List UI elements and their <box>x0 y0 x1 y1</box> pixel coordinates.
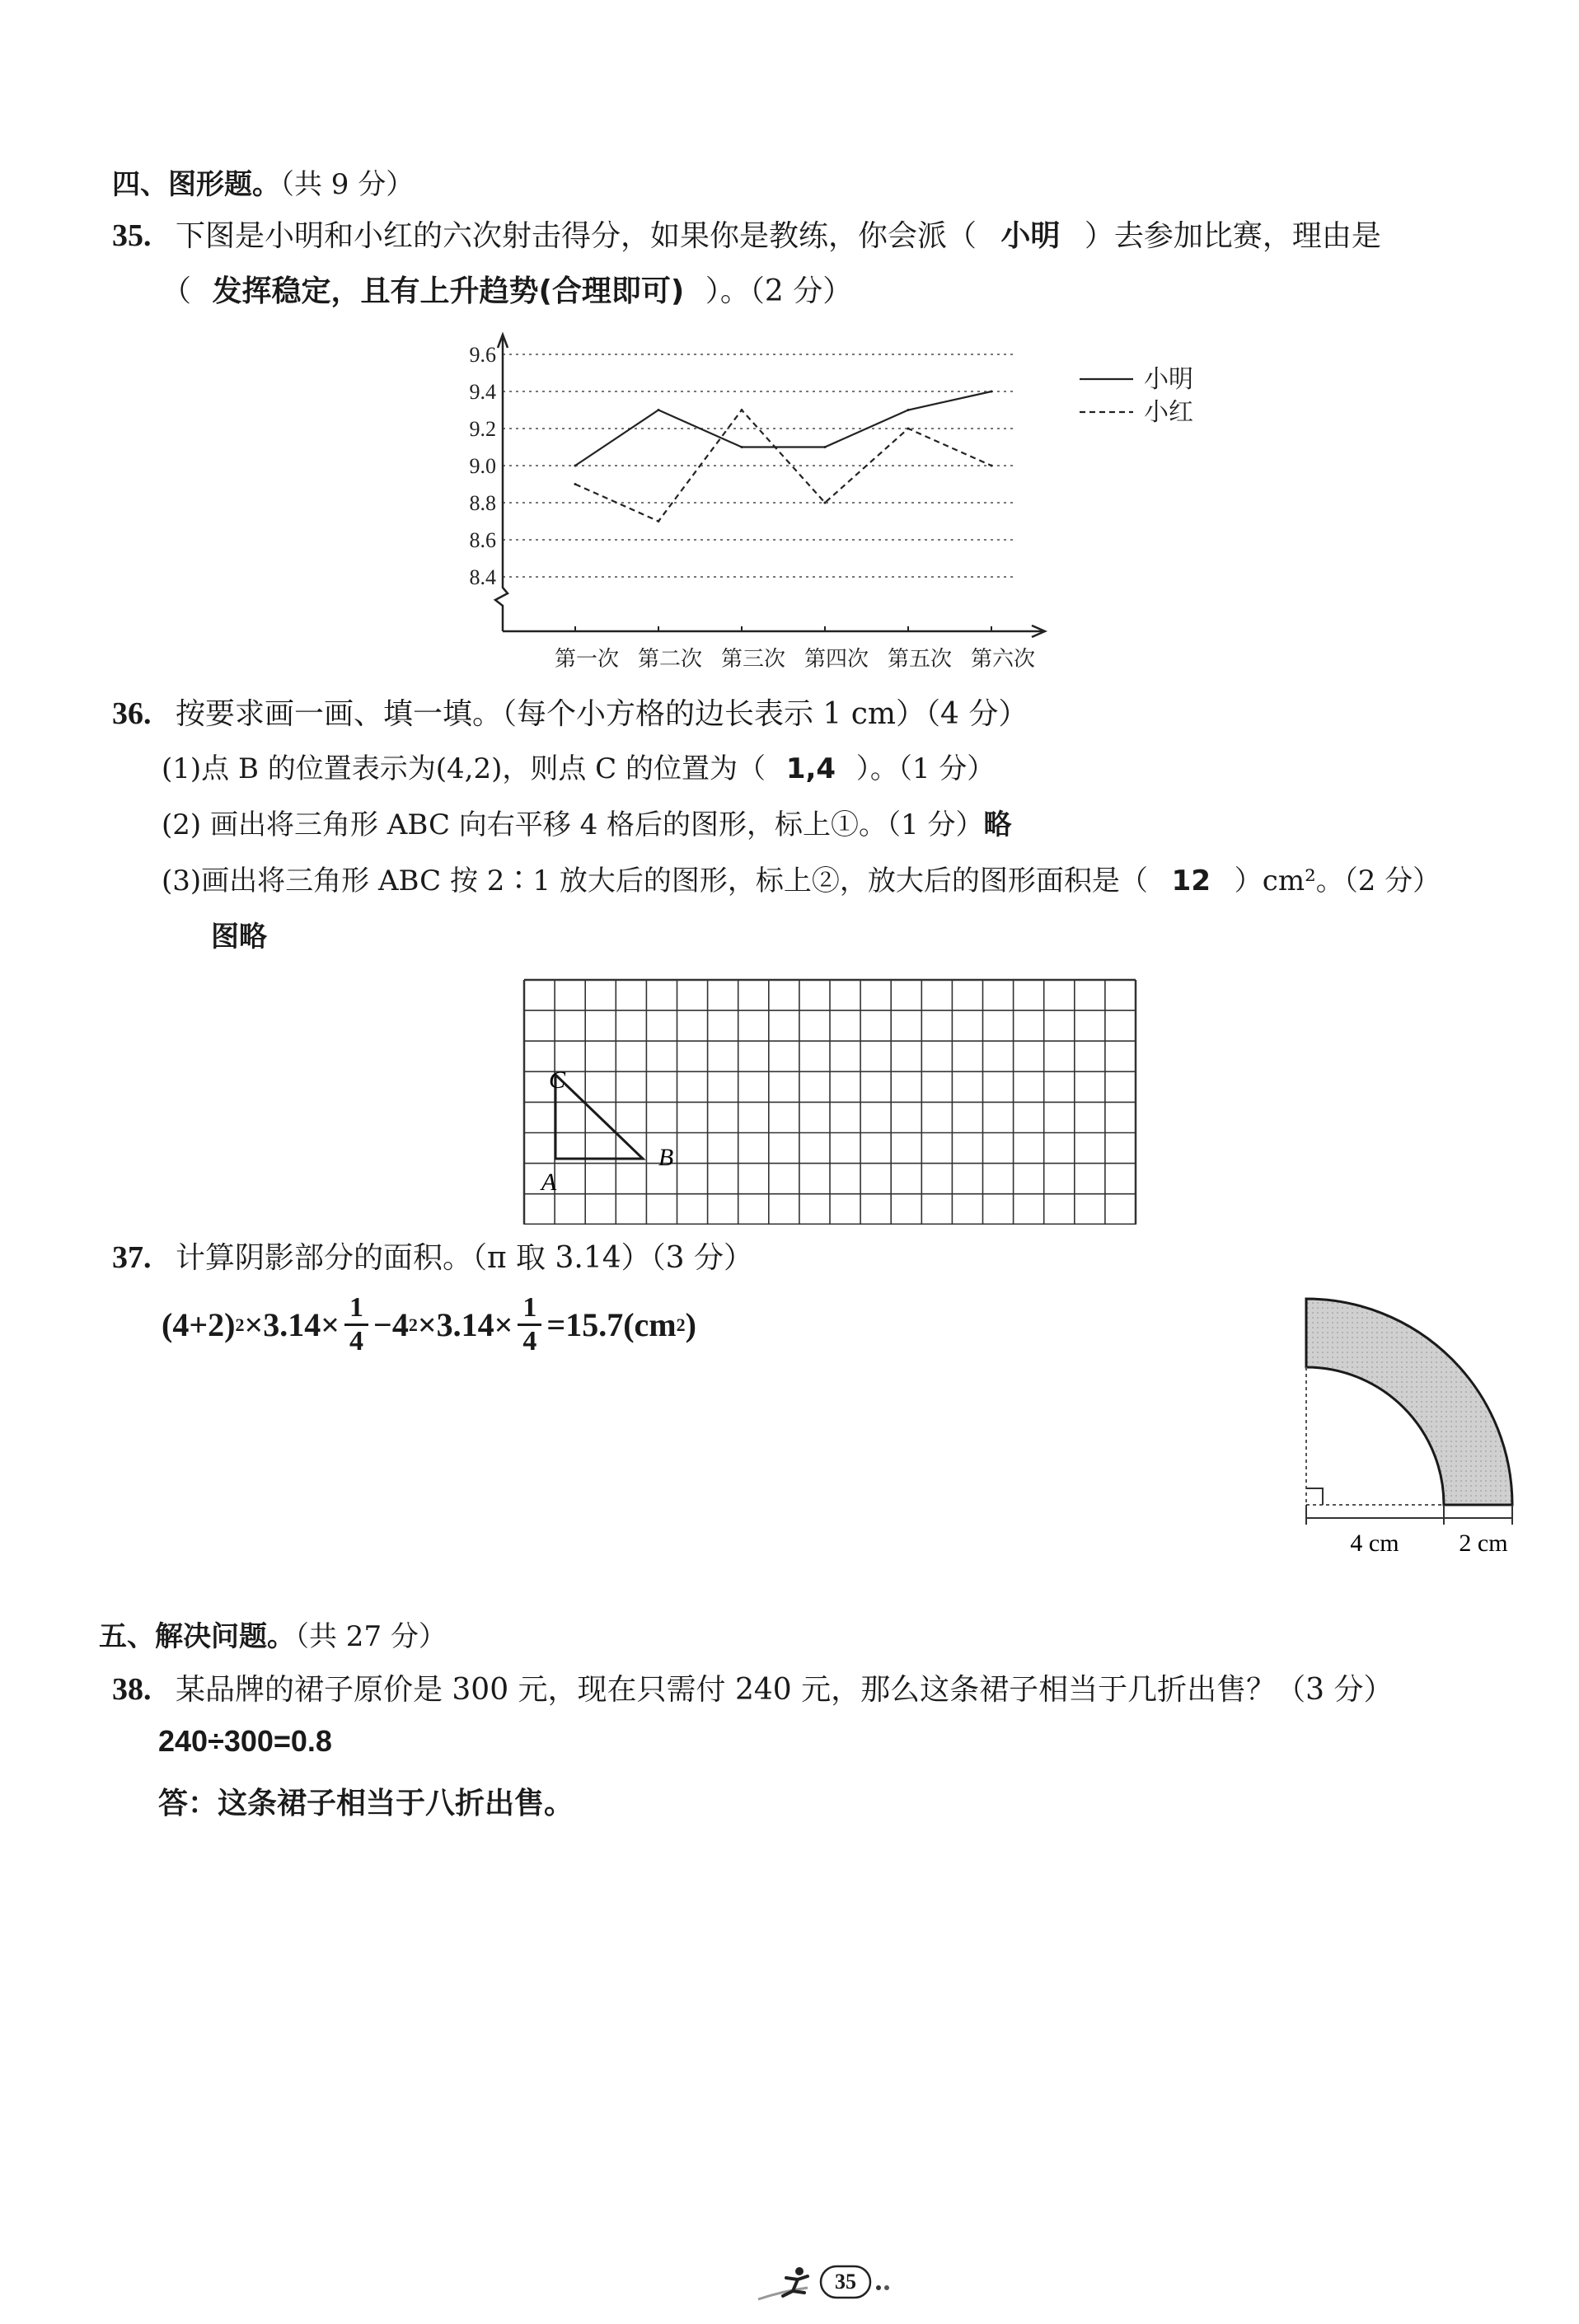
quarter-annulus-figure <box>1286 1286 1549 1566</box>
q36-part1: (1)点 B 的位置表示为(4,2)，则点 C 的位置为（ 1,4 ）。（1 分） <box>162 752 996 785</box>
y-tick-label: 9.6 <box>469 343 496 367</box>
q37-equation: (4+2) 2 ×3.14× $\frac{1}{4}$ −4 2 ×3.14× $\frac{1}{4}$ =15.7(cm 2 ) <box>162 1292 696 1356</box>
data-point <box>824 502 827 504</box>
y-tick-label: 8.4 <box>469 565 496 589</box>
y-tick-label: 9.4 <box>469 380 496 404</box>
q36-number: 36. <box>112 696 152 731</box>
q36-stem: 36. 按要求画一画、填一填。（每个小方格的边长表示 1 cm）（4 分） <box>112 696 1028 731</box>
section-5-title: 五、解决问题。（共 27 分） <box>99 1620 447 1653</box>
data-point <box>658 409 660 411</box>
shaded-ring <box>1306 1299 1512 1505</box>
q37-number: 37. <box>112 1240 152 1275</box>
footer-page-number-badge <box>750 2263 898 2304</box>
data-point <box>991 391 993 393</box>
chart-legend <box>1080 366 1193 426</box>
data-point <box>907 409 910 411</box>
coordinate-grid <box>521 977 1139 1225</box>
page-number: 35 <box>835 2270 856 2294</box>
data-point <box>991 465 993 467</box>
q38-stem: 38. 某品牌的裙子原价是 300 元，现在只需付 240 元，那么这条裙子相当于几折出售？（3 分） <box>112 1672 1394 1707</box>
data-point <box>658 520 660 522</box>
q36-part3-answer: 12 <box>1171 864 1211 897</box>
section-4-title: 四、图形题。（共 9 分） <box>112 168 415 201</box>
fraction-one-quarter-b: $\frac{1}{4}$ <box>518 1294 541 1356</box>
q35-line2: （ 发挥稳定，且有上升趋势(合理即可) ）。（2 分） <box>162 274 853 308</box>
legend-label: 小红 <box>1144 399 1193 426</box>
q36-figure-note: 图略 <box>211 921 267 953</box>
dim-4cm-label: 4 cm <box>1350 1530 1399 1557</box>
q38-number: 38. <box>112 1672 152 1707</box>
x-tick-label: 第一次 <box>554 647 620 671</box>
x-tick-label: 第五次 <box>887 647 953 671</box>
point-a-label: A <box>541 1169 557 1196</box>
q38-calculation: 240÷300=0.8 <box>158 1724 332 1758</box>
q36-part2-answer: 略 <box>983 808 1012 841</box>
q35-line1: 35. 下图是小明和小红的六次射击得分，如果你是教练，你会派（ 小明 ）去参加比赛，理由是 <box>112 218 1381 253</box>
chart-x-tick-labels <box>555 647 1035 671</box>
x-tick-label: 第六次 <box>970 647 1036 671</box>
data-point <box>741 446 743 448</box>
q36-part1-answer: 1,4 <box>785 752 836 785</box>
q36-part2: (2) 画出将三角形 ABC 向右平移 4 格后的图形，标上①。（1 分）略 <box>162 808 1012 841</box>
x-tick-label: 第三次 <box>720 647 786 671</box>
x-tick-label: 第四次 <box>804 647 869 671</box>
data-point <box>574 483 577 485</box>
fraction-one-quarter-a: $\frac{1}{4}$ <box>344 1294 368 1356</box>
y-tick-label: 8.6 <box>469 528 496 552</box>
q35-answer2: 发挥稳定，且有上升趋势(合理即可) <box>212 274 685 308</box>
series-line-xiaoming <box>575 391 991 466</box>
x-tick-label: 第二次 <box>637 647 703 671</box>
chart-y-tick-labels <box>470 343 497 589</box>
grid-lines <box>524 980 1136 1225</box>
y-axis <box>495 338 508 631</box>
series-line-xiaohong <box>575 410 991 522</box>
data-point <box>574 465 577 467</box>
legend-label: 小明 <box>1144 366 1193 393</box>
y-tick-label: 9.2 <box>469 417 496 441</box>
y-tick-label: 9.0 <box>469 454 496 478</box>
q36-part3: (3)画出将三角形 ABC 按 2∶1 放大后的图形，标上②，放大后的图形面积是（ 12 ）cm²。（2 分） <box>162 864 1441 897</box>
point-b-label: B <box>658 1144 674 1171</box>
q37-stem: 37. 计算阴影部分的面积。（π 取 3.14）（3 分） <box>112 1240 754 1275</box>
point-c-label: C <box>548 1066 566 1094</box>
data-point <box>907 428 910 430</box>
q35-number: 35. <box>112 218 152 253</box>
q35-answer1: 小明 <box>1000 219 1061 253</box>
dim-2cm-label: 2 cm <box>1459 1530 1508 1557</box>
data-point <box>741 409 743 411</box>
right-angle-mark <box>1306 1488 1323 1505</box>
triangle-abc <box>555 1075 643 1159</box>
score-line-chart <box>445 330 1236 692</box>
chart-gridlines <box>503 354 1014 577</box>
data-point <box>824 446 827 448</box>
y-tick-label: 8.8 <box>469 491 496 515</box>
q38-answer: 答：这条裙子相当于八折出售。 <box>158 1787 574 1820</box>
